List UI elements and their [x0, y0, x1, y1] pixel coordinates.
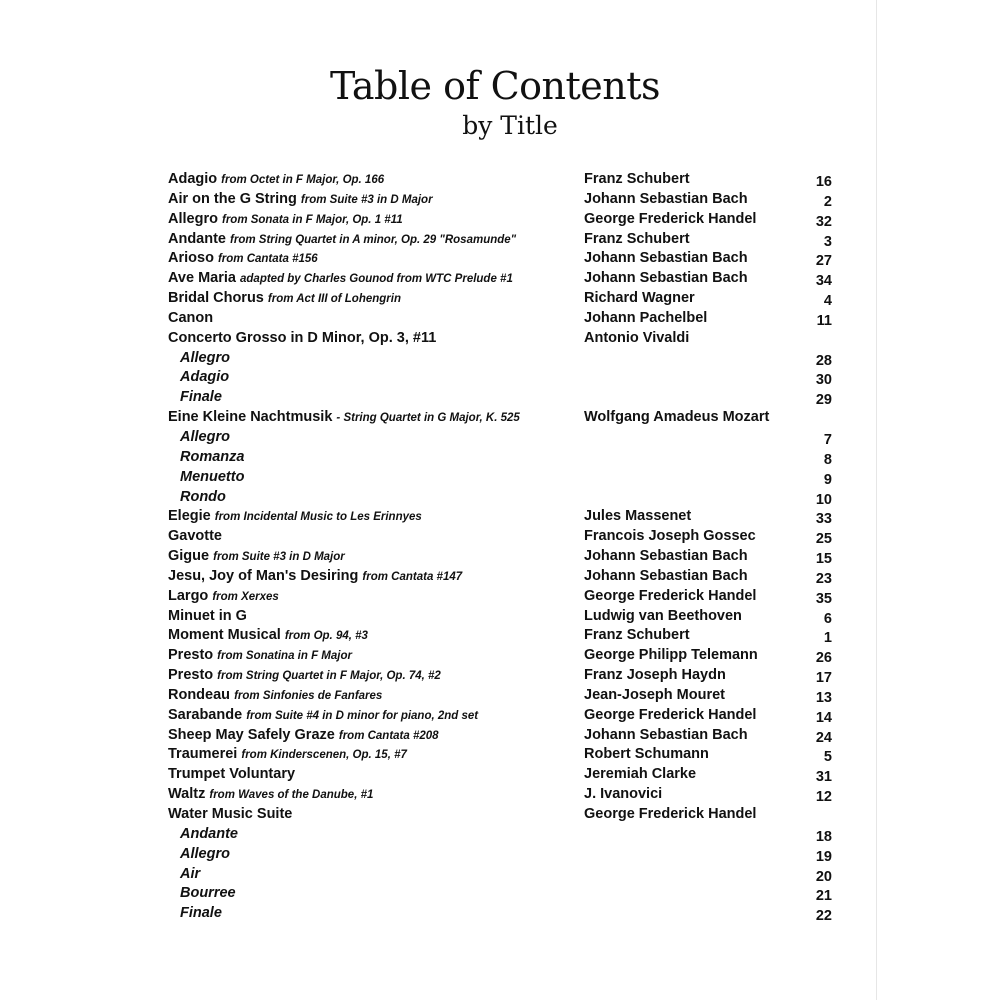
entry-note: from Op. 94, #3 — [284, 630, 368, 643]
entry-title: Eine Kleine Nachtmusik — [168, 409, 333, 426]
entry-note: from String Quartet in A minor, Op. 29 "Rosamunde" — [230, 233, 517, 246]
entry-title-cell — [168, 765, 295, 785]
entry-page-number: 27 — [815, 253, 832, 270]
entry-title-cell — [180, 884, 236, 904]
entry-composer: Johann Pachelbel — [584, 309, 708, 326]
entry-page-number: 12 — [815, 789, 832, 806]
entry-note: from Waves of the Danube, #1 — [209, 789, 374, 802]
entry-note: from Act III of Lohengrin — [267, 293, 401, 306]
title-block — [0, 62, 990, 142]
entry-composer: George Frederick Handel — [584, 210, 757, 227]
entry-page-number: 19 — [815, 848, 832, 865]
toc-entry — [0, 785, 1000, 805]
entry-composer: Franz Schubert — [584, 230, 690, 247]
entry-composer: Antonio Vivaldi — [584, 329, 690, 346]
entry-page-number: 14 — [815, 709, 832, 726]
entry-title-cell — [168, 726, 439, 747]
entry-title: Adagio — [168, 171, 218, 187]
toc-entry — [0, 607, 1000, 627]
toc-entry — [0, 646, 1000, 666]
entry-title-cell — [180, 825, 238, 845]
entry-page-number: 15 — [815, 551, 832, 568]
entry-title-cell — [168, 507, 422, 528]
entry-page-number: 20 — [815, 868, 832, 885]
toc-subentry — [0, 428, 1000, 448]
entry-title: Air on the G String — [168, 190, 297, 207]
entry-title-cell — [180, 468, 244, 488]
entry-title: Gavotte — [168, 528, 222, 545]
entry-page-number: 4 — [823, 293, 832, 310]
entry-note: from Suite #3 in D Major — [300, 193, 433, 206]
toc-subentry — [0, 825, 1000, 845]
entry-title: Concerto Grosso in D Minor, Op. 3, #11 — [168, 329, 437, 346]
toc-entry — [0, 547, 1000, 567]
entry-title-cell — [168, 269, 513, 290]
entry-title: Water Music Suite — [168, 806, 293, 822]
entry-note: - String Quartet in G Major, K. 525 — [336, 412, 520, 425]
entry-title: Traumerei — [168, 746, 238, 763]
entry-page-number: 21 — [815, 888, 832, 905]
toc-entry — [0, 507, 1000, 527]
entry-page-number: 18 — [815, 828, 832, 845]
entry-title: Menuetto — [180, 468, 245, 485]
entry-title-cell — [168, 745, 407, 766]
toc-subentry — [0, 884, 1000, 904]
entry-composer: Robert Schumann — [584, 746, 709, 763]
entry-title: Finale — [180, 389, 222, 406]
entry-composer: Johann Sebastian Bach — [584, 726, 748, 743]
toc-subentry — [0, 388, 1000, 408]
toc-entry — [0, 230, 1000, 250]
entry-title-cell — [180, 368, 229, 388]
entry-composer: Jeremiah Clarke — [584, 766, 697, 783]
entry-page-number: 25 — [815, 531, 832, 548]
entry-title-cell — [168, 706, 478, 727]
entry-title: Canon — [168, 309, 214, 326]
entry-title: Largo — [168, 587, 209, 604]
entry-note: from Cantata #147 — [362, 570, 463, 583]
entry-title-cell — [168, 249, 318, 270]
entry-page-number: 29 — [815, 392, 832, 409]
toc-subentry — [0, 448, 1000, 468]
entry-note: adapted by Charles Gounod from WTC Prelude #1 — [240, 273, 513, 286]
entry-page-number: 6 — [823, 610, 832, 627]
entry-title-cell — [168, 805, 292, 825]
entry-page-number: 24 — [815, 729, 832, 746]
entry-title-cell — [168, 547, 345, 568]
entry-title: Andante — [168, 230, 226, 247]
entry-title: Allegro — [180, 349, 230, 366]
toc-list — [0, 170, 1000, 924]
entry-composer: Wolfgang Amadeus Mozart — [584, 409, 770, 426]
entry-title-cell — [168, 567, 462, 588]
entry-title-cell — [180, 845, 230, 865]
toc-entry — [0, 329, 1000, 349]
toc-entry — [0, 527, 1000, 547]
entry-title: Elegie — [168, 508, 211, 525]
entry-title-cell — [168, 587, 279, 608]
entry-page-number: 7 — [823, 431, 832, 448]
entry-title-cell — [168, 289, 401, 310]
entry-page-number: 28 — [815, 352, 832, 369]
entry-title: Presto — [168, 667, 214, 684]
entry-title-cell — [180, 448, 244, 468]
entry-composer: Franz Schubert — [584, 171, 690, 187]
entry-composer: George Frederick Handel — [584, 587, 757, 604]
entry-composer: Richard Wagner — [584, 290, 695, 307]
entry-title: Romanza — [180, 448, 245, 465]
entry-page-number: 10 — [815, 491, 832, 508]
entry-composer: J. Ivanovici — [584, 786, 663, 803]
entry-composer: Francois Joseph Gossec — [584, 528, 756, 545]
toc-subentry — [0, 488, 1000, 508]
entry-title: Ave Maria — [168, 270, 236, 287]
entry-page-number: 16 — [815, 174, 832, 190]
entry-title-cell — [168, 527, 222, 547]
entry-title-cell — [168, 230, 516, 251]
entry-note: from Xerxes — [212, 590, 279, 603]
toc-entry — [0, 765, 1000, 785]
toc-entry — [0, 587, 1000, 607]
entry-title-cell — [168, 309, 213, 329]
entry-page-number: 30 — [815, 372, 832, 389]
entry-title-cell — [180, 488, 226, 508]
entry-title-cell — [180, 428, 230, 448]
entry-page-number: 9 — [823, 471, 832, 488]
toc-entry — [0, 666, 1000, 686]
toc-subentry — [0, 468, 1000, 488]
toc-entry — [0, 745, 1000, 765]
entry-page-number: 1 — [823, 630, 832, 647]
entry-title: Sheep May Safely Graze — [168, 726, 335, 743]
entry-title-cell — [168, 190, 433, 211]
entry-composer: Jean-Joseph Mouret — [584, 686, 725, 703]
entry-note: from Cantata #208 — [338, 729, 439, 742]
entry-page-number: 32 — [815, 213, 832, 230]
entry-page-number: 17 — [815, 670, 832, 687]
entry-title-cell — [168, 170, 384, 191]
entry-title: Arioso — [168, 250, 214, 267]
entry-title: Gigue — [168, 548, 210, 565]
entry-title: Moment Musical — [168, 627, 281, 644]
toc-entry — [0, 269, 1000, 289]
entry-composer: Ludwig van Beethoven — [584, 607, 742, 624]
entry-title: Trumpet Voluntary — [168, 766, 296, 783]
entry-title: Rondo — [180, 488, 226, 505]
entry-page-number: 26 — [815, 650, 832, 667]
toc-subentry — [0, 368, 1000, 388]
toc-entry — [0, 249, 1000, 269]
entry-title: Jesu, Joy of Man's Desiring — [168, 567, 359, 584]
entry-title: Bourree — [180, 885, 236, 902]
toc-entry — [0, 686, 1000, 706]
entry-note: from Sonatina in F Major — [217, 650, 352, 663]
entry-composer: George Frederick Handel — [584, 806, 757, 822]
entry-composer: Jules Massenet — [584, 508, 692, 525]
entry-page-number: 2 — [823, 193, 832, 210]
entry-title-cell — [180, 349, 230, 369]
entry-title-cell — [180, 865, 200, 885]
entry-title: Allegro — [180, 428, 230, 445]
entry-title: Andante — [180, 825, 238, 842]
toc-entry — [0, 805, 1000, 825]
entry-title: Air — [180, 865, 201, 882]
entry-page-number: 8 — [823, 451, 832, 468]
entry-note: from Cantata #156 — [217, 253, 318, 266]
entry-title: Waltz — [168, 786, 206, 803]
entry-composer: Johann Sebastian Bach — [584, 567, 748, 584]
entry-note: from Sinfonies de Fanfares — [234, 689, 383, 702]
page-subtitle: by Title — [462, 111, 558, 140]
entry-page-number: 31 — [815, 769, 832, 786]
toc-subentry — [0, 865, 1000, 885]
entry-composer: Franz Schubert — [584, 627, 690, 644]
toc-subentry — [0, 904, 1000, 924]
entry-composer: Johann Sebastian Bach — [584, 250, 748, 267]
entry-title-cell — [168, 408, 520, 429]
entry-title: Allegro — [180, 845, 230, 862]
toc-entry — [0, 210, 1000, 230]
entry-title-cell — [168, 607, 247, 627]
entry-title-cell — [168, 329, 436, 349]
entry-title: Presto — [168, 647, 214, 664]
toc-entry — [0, 567, 1000, 587]
entry-page-number: 11 — [816, 312, 832, 329]
toc-entry — [0, 626, 1000, 646]
entry-title: Allegro — [168, 210, 218, 227]
entry-page-number: 22 — [815, 908, 832, 925]
entry-note: from Kinderscenen, Op. 15, #7 — [241, 749, 407, 762]
entry-note: from Suite #4 in D minor for piano, 2nd set — [246, 709, 479, 722]
entry-composer: George Frederick Handel — [584, 706, 757, 723]
toc-entry — [0, 289, 1000, 309]
entry-page-number: 3 — [823, 233, 832, 250]
entry-title-cell — [168, 626, 368, 647]
entry-composer: Franz Joseph Haydn — [584, 667, 726, 684]
entry-composer: Johann Sebastian Bach — [584, 190, 748, 207]
entry-page-number: 5 — [823, 749, 832, 766]
toc-entry — [0, 170, 1000, 190]
entry-title-cell — [168, 666, 441, 687]
page-title: Table of Contents — [329, 64, 661, 108]
entry-page-number: 33 — [815, 511, 832, 528]
entry-title-cell — [168, 785, 373, 806]
entry-title-cell — [168, 646, 352, 667]
entry-title-cell — [180, 904, 222, 924]
entry-title: Finale — [180, 905, 222, 922]
entry-composer: George Philipp Telemann — [584, 647, 758, 664]
entry-title: Bridal Chorus — [168, 290, 264, 307]
toc-entry — [0, 309, 1000, 329]
toc-entry — [0, 706, 1000, 726]
toc-entry — [0, 726, 1000, 746]
entry-composer: Johann Sebastian Bach — [584, 270, 748, 287]
entry-note: from String Quartet in F Major, Op. 74, #2 — [217, 670, 441, 683]
entry-page-number: 13 — [815, 689, 832, 706]
entry-note: from Incidental Music to Les Erinnyes — [214, 511, 422, 524]
entry-composer: Johann Sebastian Bach — [584, 548, 748, 565]
toc-subentry — [0, 349, 1000, 369]
toc-entry — [0, 190, 1000, 210]
entry-title: Minuet in G — [168, 607, 247, 624]
toc-entry — [0, 408, 1000, 428]
entry-note: from Suite #3 in D Major — [213, 551, 345, 564]
toc-subentry — [0, 845, 1000, 865]
entry-page-number: 23 — [815, 570, 832, 587]
entry-title-cell — [168, 210, 403, 231]
entry-note: from Sonata in F Major, Op. 1 #11 — [221, 213, 403, 226]
entry-title: Adagio — [180, 369, 230, 386]
entry-note: from Octet in F Major, Op. 166 — [221, 174, 385, 186]
entry-page-number: 35 — [815, 590, 832, 607]
entry-title-cell — [180, 388, 222, 408]
entry-title-cell — [168, 686, 382, 707]
entry-title: Sarabande — [168, 706, 243, 723]
entry-title: Rondeau — [168, 686, 231, 703]
entry-page-number: 34 — [815, 273, 832, 290]
